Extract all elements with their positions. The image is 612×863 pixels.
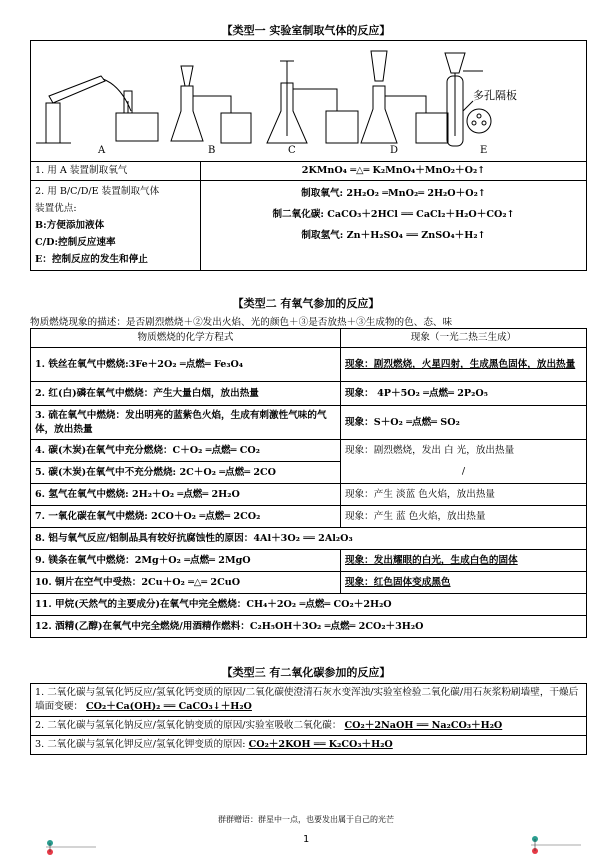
table-row bbox=[31, 572, 587, 594]
label-c: C bbox=[288, 145, 296, 156]
partition-note: 多孔隔板 bbox=[473, 89, 517, 102]
section1-title: 【类型一 实验室制取气体的反应】 bbox=[221, 24, 391, 37]
s2-ph-5: / bbox=[341, 462, 587, 484]
table-row bbox=[31, 329, 587, 348]
s3-row-3 bbox=[31, 736, 587, 755]
table-row bbox=[31, 594, 587, 616]
table-row bbox=[31, 736, 587, 755]
s1-left-2 bbox=[31, 181, 201, 271]
s3-text-2: 2. 二氧化碳与氢氧化钠反应/氢氧化钠变质的原因/实验室吸收二氧化碳： bbox=[35, 720, 342, 731]
table-row bbox=[31, 506, 587, 528]
table-row bbox=[31, 717, 587, 736]
s1-left-2e: E：控制反应的发生和停止 bbox=[35, 254, 148, 265]
s2-eq-7: 7. 一氧化碳在氧气中燃烧: 2CO＋O₂ ═点燃═ 2CO₂ bbox=[31, 506, 341, 528]
apparatus-labels bbox=[30, 145, 587, 159]
table-row bbox=[31, 348, 587, 382]
table-row bbox=[31, 550, 587, 572]
s1-right-1: 2KMnO₄ ═△═ K₂MnO₄＋MnO₂＋O₂↑ bbox=[201, 162, 587, 181]
table-row bbox=[31, 462, 587, 484]
table-row bbox=[31, 528, 587, 550]
s3-eq-1: CO₂＋Ca(OH)₂ ══ CaCO₃↓＋H₂O bbox=[86, 701, 252, 712]
footer-logo-left bbox=[40, 836, 100, 858]
footer-motto: 群群赠语：群星中一点，也要发出属于自己的光芒 bbox=[218, 815, 394, 824]
s2-eq-4: 4. 碳(木炭)在氧气中充分燃烧：C＋O₂ ═点燃═ CO₂ bbox=[31, 440, 341, 462]
s1-left-2b: 装置优点: bbox=[35, 203, 77, 214]
table-row bbox=[31, 382, 587, 406]
col-header-equation: 物质燃烧的化学方程式 bbox=[31, 329, 341, 348]
s3-text-1: 1. 二氧化碳与氢氧化钙反应/氢氧化钙变质的原因/二氧化碳使澄清石灰水变浑浊/实验室检验二氧化碳/用石灰浆粉刷墙壁，干燥后墙面变硬： bbox=[35, 687, 579, 712]
s2-eq-12: 12. 酒精(乙醇)在氧气中完全燃烧/用酒精作燃料：C₂H₅OH＋3O₂ ═点燃═ 2CO₂＋3H₂O bbox=[31, 616, 587, 638]
s2-eq-6: 6. 氢气在氧气中燃烧: 2H₂＋O₂ ═点燃═ 2H₂O bbox=[31, 484, 341, 506]
s2-eq-10: 10. 铜片在空气中受热：2Cu＋O₂ ═△═ 2CuO bbox=[31, 572, 341, 594]
s3-eq-3: CO₂＋2KOH ══ K₂CO₃＋H₂O bbox=[248, 739, 393, 750]
s2-eq-3: 3. 硫在氧气中燃烧：发出明亮的蓝紫色火焰，生成有刺激性气味的气体，放出热量 bbox=[31, 406, 341, 440]
section2-intro: 物质燃烧现象的描述：是否剧烈燃烧＋②发出火焰、光的颜色＋③是否放热＋③生成物的色、态、味 bbox=[30, 317, 453, 328]
table-row bbox=[31, 162, 587, 181]
s2-ph-7: 现象：产生 蓝 色火焰，放出热量 bbox=[341, 506, 587, 528]
table-row bbox=[31, 616, 587, 638]
s2-ph-4: 现象：剧烈燃烧，发出 白 光，放出热量 bbox=[341, 440, 587, 462]
s1-right-2b: 制二氧化碳: CaCO₃＋2HCl ══ CaCl₂＋H₂O＋CO₂↑ bbox=[272, 209, 515, 220]
s3-row-2 bbox=[31, 717, 587, 736]
s2-ph-3: 现象：S＋O₂ ═点燃═ SO₂ bbox=[341, 406, 587, 440]
s1-left-2c: B:方便添加液体 bbox=[35, 220, 105, 231]
s1-right-2c: 制取氢气: Zn＋H₂SO₄ ══ ZnSO₄＋H₂↑ bbox=[301, 230, 486, 241]
section3-table bbox=[30, 683, 587, 755]
s1-right-2a: 制取氧气: 2H₂O₂ ═MnO₂═ 2H₂O＋O₂↑ bbox=[301, 188, 486, 199]
s2-eq-9: 9. 镁条在氧气中燃烧：2Mg＋O₂ ═点燃═ 2MgO bbox=[31, 550, 341, 572]
table-row bbox=[31, 181, 587, 271]
section2-title: 【类型二 有氧气参加的反应】 bbox=[232, 297, 380, 310]
section3-title: 【类型三 有二氧化碳参加的反应】 bbox=[221, 666, 391, 679]
s2-eq-11: 11. 甲烷(天然气的主要成分)在氧气中完全燃烧：CH₄＋2O₂ ═点燃═ CO₂＋2H₂O bbox=[31, 594, 587, 616]
s2-eq-2: 2. 红(白)磷在氧气中燃烧：产生大量白烟，放出热量 bbox=[31, 382, 341, 406]
s2-ph-9: 现象：发出耀眼的白光，生成白色的固体 bbox=[341, 550, 587, 572]
s2-eq-5: 5. 碳(木炭)在氧气中不充分燃烧: 2C＋O₂ ═点燃═ 2CO bbox=[31, 462, 341, 484]
label-d: D bbox=[390, 145, 399, 156]
s3-row-1 bbox=[31, 684, 587, 717]
table-row bbox=[31, 684, 587, 717]
s2-ph-10: 现象：红色固体变成黑色 bbox=[341, 572, 587, 594]
label-b: B bbox=[208, 145, 216, 156]
section1-table bbox=[30, 161, 587, 271]
s1-left-2d: C/D:控制反应速率 bbox=[35, 237, 116, 248]
s1-right-2 bbox=[201, 181, 587, 271]
logo-right-icon bbox=[525, 832, 585, 858]
s1-left-1: 1. 用 A 装置制取氧气 bbox=[31, 162, 201, 181]
s2-ph-6: 现象：产生 淡蓝 色火焰，放出热量 bbox=[341, 484, 587, 506]
table-row bbox=[31, 406, 587, 440]
logo-left-icon bbox=[40, 836, 100, 858]
label-e: E bbox=[480, 145, 488, 156]
apparatus-figure bbox=[30, 40, 587, 162]
table-row bbox=[31, 484, 587, 506]
s3-text-3: 3. 二氧化碳与氢氧化钾反应/氢氧化钾变质的原因: bbox=[35, 739, 246, 750]
label-a: A bbox=[98, 145, 106, 156]
s2-ph-1: 现象：剧烈燃烧，火星四射，生成黑色固体，放出热量 bbox=[341, 348, 587, 382]
s2-ph-2: 现象： 4P＋5O₂ ═点燃═ 2P₂O₅ bbox=[341, 382, 587, 406]
s1-left-2a: 2. 用 B/C/D/E 装置制取气体 bbox=[35, 186, 160, 197]
table-row bbox=[31, 440, 587, 462]
page-number: 1 bbox=[302, 834, 310, 845]
col-header-phenomenon: 现象（一光二热三生成） bbox=[341, 329, 587, 348]
s3-eq-2: CO₂＋2NaOH ══ Na₂CO₃＋H₂O bbox=[344, 720, 503, 731]
s2-eq-1: 1. 铁丝在氧气中燃烧:3Fe＋2O₂ ═点燃═ Fe₃O₄ bbox=[31, 348, 341, 382]
s2-eq-8: 8. 铝与氧气反应/铝制品具有较好抗腐蚀性的原因：4Al＋3O₂ ══ 2Al₂O₃ bbox=[31, 528, 587, 550]
section2-table bbox=[30, 328, 587, 638]
footer-logo-right bbox=[525, 832, 585, 858]
